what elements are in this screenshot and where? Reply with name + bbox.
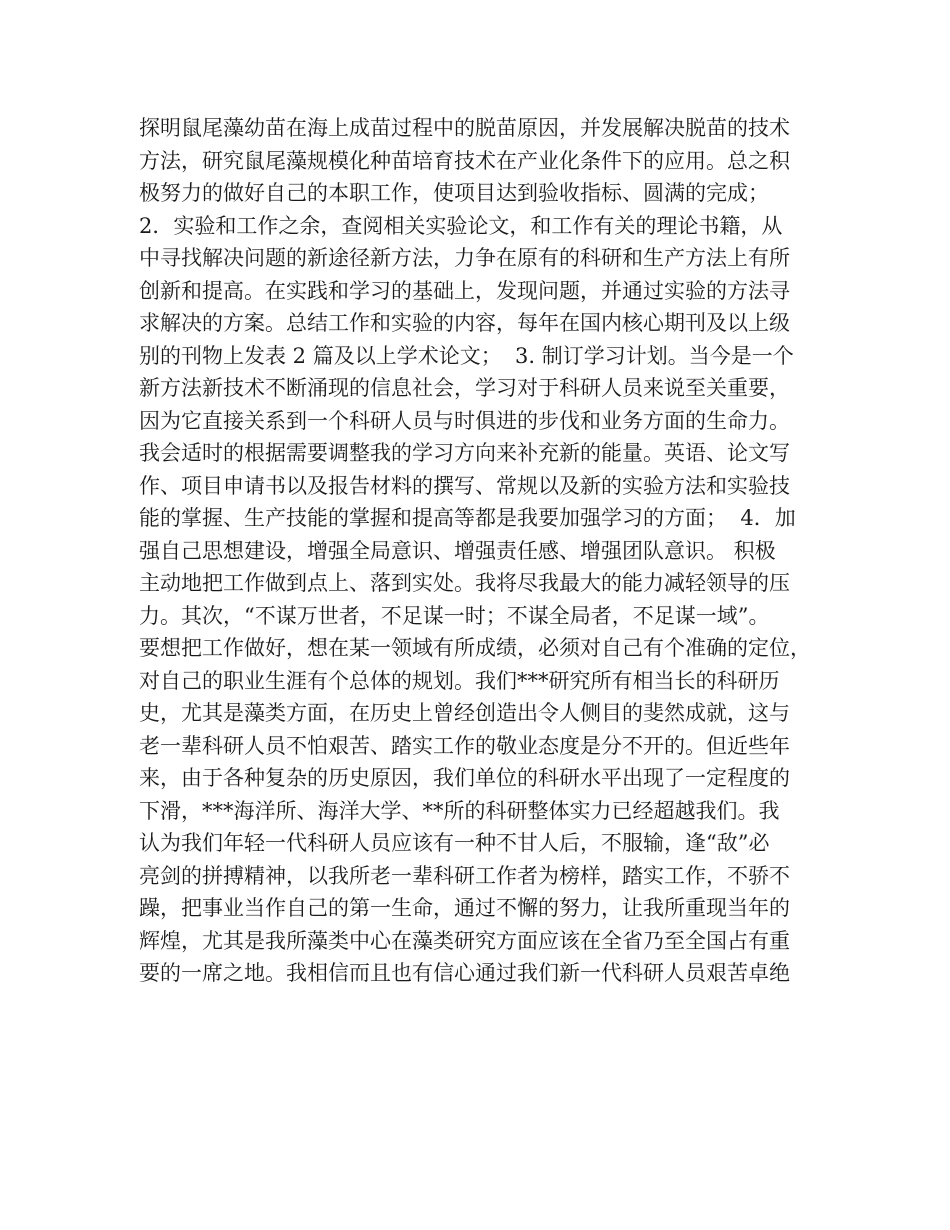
text-line: 史，尤其是藻类方面，在历史上曾经创造出令人侧目的斐然成就，这与 bbox=[139, 701, 790, 725]
text-line: 新方法新技术不断涌现的信息社会，学习对于科研人员来说至关重要， bbox=[139, 376, 790, 400]
text-line: 因为它直接关系到一个科研人员与时俱进的步伐和业务方面的生命力。 bbox=[139, 408, 790, 433]
text-line: 作、项目申请书以及报告材料的撰写、常规以及新的实验方法和实验技 bbox=[139, 473, 790, 498]
text-line: 主动地把工作做到点上、落到实处。我将尽我最大的能力减轻领导的压 bbox=[139, 571, 790, 595]
text-line: 中寻找解决问题的新途径新方法，力争在原有的科研和生产方法上有所 bbox=[139, 246, 790, 270]
text-line: 探明鼠尾藻幼苗在海上成苗过程中的脱苗原因，并发展解决脱苗的技术 bbox=[139, 116, 790, 140]
text-line: 力。其次，“不谋万世者，不足谋一时；不谋全局者，不足谋一域”。 bbox=[139, 603, 770, 628]
text-line: 来，由于各种复杂的历史原因，我们单位的科研水平出现了一定程度的 bbox=[139, 766, 790, 790]
text-line: 能的掌握、生产技能的掌握和提高等都是我要加强学习的方面； 4．加 bbox=[139, 506, 796, 530]
text-line: 2．实验和工作之余，查阅相关实验论文，和工作有关的理论书籍，从 bbox=[139, 213, 783, 238]
text-line: 要的一席之地。我相信而且也有信心通过我们新一代科研人员艰苦卓绝 bbox=[139, 961, 790, 985]
text-line: 求解决的方案。总结工作和实验的内容，每年在国内核心期刊及以上级 bbox=[139, 311, 790, 335]
text-line: 下滑，***海洋所、海洋大学、**所的科研整体实力已经超越我们。我 bbox=[139, 798, 780, 823]
text-line: 辉煌，尤其是我所藻类中心在藻类研究方面应该在全省乃至全国占有重 bbox=[139, 928, 790, 953]
text-line: 老一辈科研人员不怕艰苦、踏实工作的敬业态度是分不开的。但近些年 bbox=[139, 733, 790, 758]
text-line: 对自己的职业生涯有个总体的规划。我们***研究所有相当长的科研历 bbox=[139, 668, 780, 693]
text-line: 要想把工作做好，想在某一领域有所成绩，必须对自己有个准确的定位， bbox=[139, 636, 811, 660]
text-line: 极努力的做好自己的本职工作，使项目达到验收指标、圆满的完成； bbox=[139, 181, 769, 205]
text-line: 躁，把事业当作自己的第一生命，通过不懈的努力，让我所重现当年的 bbox=[139, 896, 790, 920]
text-line: 别的刊物上发表 2 篇及以上学术论文； 3. 制订学习计划。当今是一个 bbox=[139, 343, 794, 368]
text-line: 强自己思想建设，增强全局意识、增强责任感、增强团队意识。 积极 bbox=[139, 538, 776, 563]
text-line: 认为我们年轻一代科研人员应该有一种不甘人后，不服输，逢“敌”必 bbox=[139, 831, 770, 855]
text-line: 我会适时的根据需要调整我的学习方向来补充新的能量。英语、论文写 bbox=[139, 441, 790, 465]
body-text bbox=[139, 112, 819, 990]
text-line: 方法，研究鼠尾藻规模化种苗培育技术在产业化条件下的应用。总之积 bbox=[139, 148, 790, 173]
text-line: 亮剑的拼搏精神，以我所老一辈科研工作者为榜样，踏实工作，不骄不 bbox=[139, 863, 790, 888]
text-line: 创新和提高。在实践和学习的基础上，发现问题，并通过实验的方法寻 bbox=[139, 278, 790, 303]
